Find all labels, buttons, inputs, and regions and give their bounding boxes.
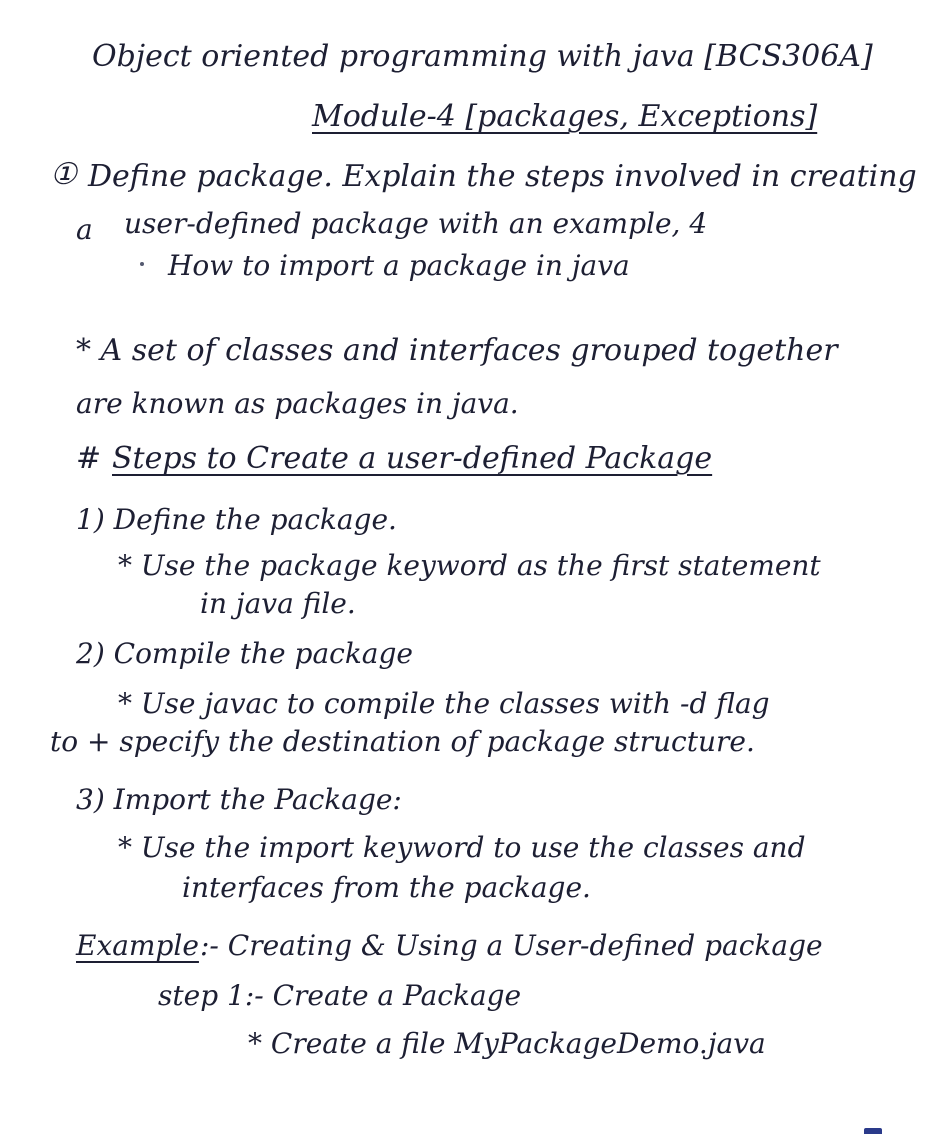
page-title: Object oriented programming with java [BCS306A]: [92, 39, 873, 74]
question-line-2-prefix: a: [76, 213, 93, 246]
example-detail: * Create a file MyPackageDemo.java: [248, 1027, 766, 1060]
step-3-detail-2: interfaces from the package.: [182, 871, 591, 904]
steps-heading: Steps to Create a user-defined Package: [112, 441, 713, 476]
example-step-1: step 1:- Create a Package: [158, 979, 522, 1012]
example-label: Example: [76, 929, 199, 962]
step-2-detail-1: * Use javac to compile the classes with -d flag: [118, 687, 770, 720]
question-line-1: Define package. Explain the steps involved in creating: [88, 159, 917, 194]
step-3-detail-1: * Use the import keyword to use the classes and: [118, 831, 806, 864]
example-heading: :- Creating & Using a User-defined package: [200, 929, 823, 962]
step-1-title: 1) Define the package.: [76, 503, 397, 536]
step-2-detail-2: to + specify the destination of package structure.: [50, 725, 755, 758]
step-3-title: 3) Import the Package:: [76, 783, 402, 816]
step-2-title: 2) Compile the package: [76, 637, 413, 670]
steps-heading-mark: #: [76, 441, 102, 476]
module-subtitle: Module-4 [packages, Exceptions]: [312, 99, 818, 134]
question-line-3: How to import a package in java: [168, 249, 630, 282]
corner-mark: [864, 1128, 882, 1134]
stray-dot: [140, 262, 144, 266]
step-1-detail-1: * Use the package keyword as the first statement: [118, 549, 821, 582]
definition-line-2: are known as packages in java.: [76, 387, 519, 420]
question-line-2: user-defined package with an example, 4: [124, 207, 708, 240]
question-number-icon: ①: [50, 157, 77, 192]
definition-line-1: * A set of classes and interfaces grouped together: [76, 333, 838, 368]
step-1-detail-2: in java file.: [200, 587, 356, 620]
